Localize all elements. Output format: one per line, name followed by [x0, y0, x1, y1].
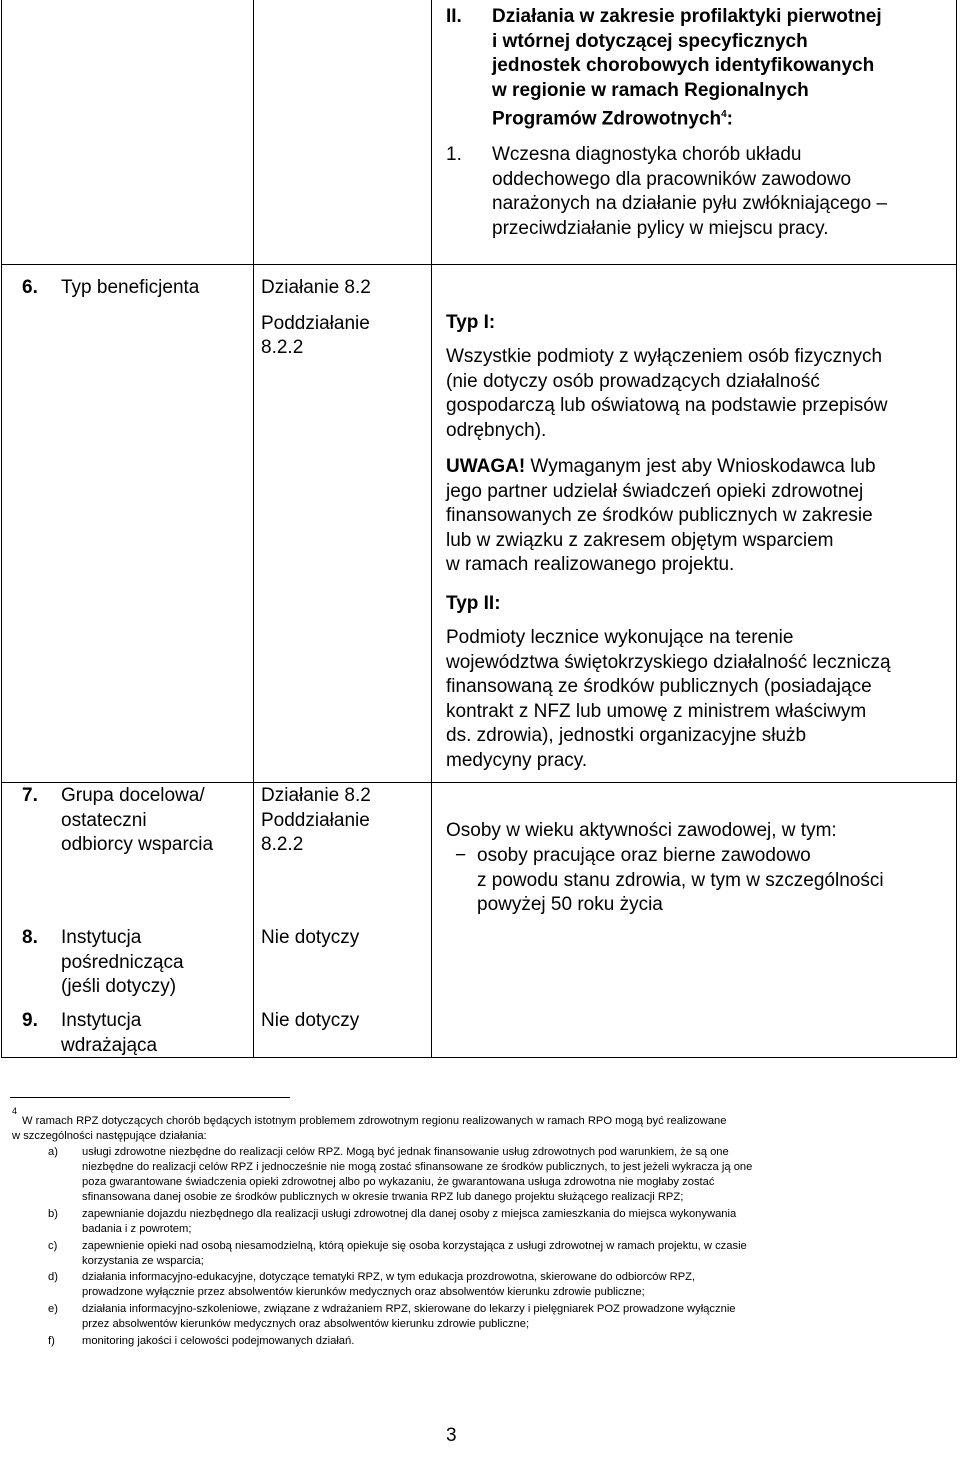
column-divider-1: [253, 0, 254, 1057]
row-divider-7: [1, 782, 957, 783]
bullet-line: powyżej 50 roku życia: [477, 894, 663, 915]
label-line: (jeśli dotyczy): [61, 976, 177, 997]
section-title-line: i wtórnej dotyczącej specyficznych: [492, 30, 808, 52]
item-line: badania i z powrotem;: [82, 1223, 192, 1235]
row-number: 6.: [22, 277, 38, 298]
item-line: zapewnienie opieki nad osobą niesamodzielną, którą opiekuje się osoba korzystająca z usługi zdrowotnej w ramach projektu, w czasie: [82, 1240, 747, 1252]
footnote-intro-line: w szczególności następujące działania:: [12, 1130, 207, 1142]
item-line: sfinansowana danej osobie ze środków publicznych w okresie trwania RPZ lub danego projektu służącego realizacji RPZ;: [82, 1191, 684, 1203]
typ1-line: Wszystkie podmioty z wyłączeniem osób fizycznych: [446, 346, 883, 367]
label-line: odbiorcy wsparcia: [61, 834, 214, 855]
typ2-line: Podmioty lecznice wykonujące na terenie: [446, 627, 794, 648]
item-letter: d): [48, 1271, 58, 1283]
row-label: [61, 1009, 157, 1058]
item-line: zapewnianie dojazdu niezbędnego dla realizacji usługi zdrowotnej dla danej osoby z miejsca zamieszkania do miejsca wykonywania: [82, 1208, 737, 1220]
label-line: pośrednicząca: [61, 951, 184, 973]
typ2-heading: Typ II:: [446, 593, 501, 614]
row-number: 7.: [22, 785, 38, 806]
row-divider-6: [1, 264, 957, 265]
item-line: niezbędne do realizacji celów RPZ i jednocześnie nie mogą zostać sfinansowane ze środków publicznych, to jest jeżeli wykracza ją one: [82, 1161, 753, 1173]
item-letter: c): [48, 1240, 58, 1252]
section-title: [492, 5, 882, 132]
section-title-line: jednostek chorobowych identyfikowanych: [492, 55, 875, 76]
uwaga-line: w ramach realizowanego projektu.: [446, 554, 735, 575]
typ1-line: (nie dotyczy osób prowadzących działalność: [446, 370, 820, 392]
row-number: 9.: [22, 1010, 38, 1031]
typ1-line: odrębnych).: [446, 419, 547, 441]
action-line: Poddziałanie: [261, 809, 370, 831]
row-action: [261, 784, 371, 858]
label-line: wdrażająca: [61, 1034, 158, 1056]
action-line: Działanie 8.2: [261, 785, 371, 806]
page-number: 3: [446, 1425, 457, 1446]
section-title-line: Działania w zakresie profilaktyki pierwotnej: [492, 6, 882, 27]
label-line: Instytucja: [61, 927, 142, 948]
label-line: Instytucja: [61, 1010, 142, 1031]
row-number: 8.: [22, 927, 38, 948]
action-line: 8.2.2: [261, 337, 304, 358]
item-line: przez absolwentów kierunków medycznych oraz absolwentów kierunku zdrowie publiczne;: [82, 1318, 530, 1330]
footnote-intro-line: W ramach RPZ dotyczących chorób będących istotnym problemem zdrowotnym regionu realizowanych w ramach RPO mogą być realizowane: [22, 1115, 727, 1127]
action-line: Poddziałanie: [261, 312, 370, 334]
target-group-intro: Osoby w wieku aktywności zawodowej, w tym:: [446, 820, 837, 841]
item-line: narażonych na działanie pyłu zwłókniającego –: [492, 193, 888, 214]
label-line: Grupa docelowa/: [61, 785, 205, 806]
row-value: Nie dotyczy: [261, 927, 360, 948]
bullet-text: [477, 844, 884, 918]
bullet-dash: −: [455, 845, 467, 866]
item-number: 1.: [446, 144, 462, 165]
row-label: [61, 926, 184, 1000]
item-line: działania informacyjno-edukacyjne, dotyczące tematyki RPZ, w tym edukacja prozdrowotna, skierowane do odbiorców RPZ,: [82, 1271, 696, 1283]
item-line: przeciwdziałanie pylicy w miejscu pracy.: [492, 217, 829, 239]
row-value: Nie dotyczy: [261, 1010, 360, 1031]
typ2-line: kontrakt z NFZ lub umowę z ministrem właściwym: [446, 700, 867, 722]
action-line: 8.2.2: [261, 834, 304, 855]
row-label: Typ beneficjenta: [61, 277, 200, 298]
label-line: ostateczni: [61, 809, 147, 831]
section-title-line: Programów Zdrowotnych$^4$:: [492, 108, 733, 130]
typ2-line: województwa świętokrzyskiego działalność leczniczą: [446, 651, 891, 673]
item-line: korzystania ze wsparcia;: [82, 1255, 204, 1267]
footnote-separator: [10, 1097, 290, 1098]
typ1-heading: Typ I:: [446, 312, 496, 333]
footnote-ref[interactable]: 4: [721, 109, 727, 120]
footnote-mark: 4: [12, 1106, 18, 1116]
item-letter: e): [48, 1303, 58, 1315]
item-line: Wczesna diagnostyka chorób układu: [492, 144, 802, 165]
typ1-text: [446, 345, 887, 443]
column-divider-2: [431, 0, 432, 1057]
table-left-border: [1, 0, 2, 1057]
item-line: poza gwarantowane świadczenia opieki zdrowotnej albo po wykazaniu, że gwarantowana usługa zdrowotna nie mogłaby zostać: [82, 1176, 715, 1188]
section-title-line: w regionie w ramach Regionalnych: [492, 79, 809, 101]
row-action: [261, 276, 371, 361]
bullet-line: osoby pracujące oraz bierne zawodowo: [477, 845, 811, 866]
uwaga-line: jego partner udzielał świadczeń opieki zdrowotnej: [446, 480, 864, 502]
uwaga-line: lub w związku z zakresem objętym wsparciem: [446, 529, 834, 551]
uwaga-line: UWAGA! Wymaganym jest aby Wnioskodawca lub: [446, 456, 876, 477]
item-line: oddechowego dla pracowników zawodowo: [492, 168, 852, 190]
item-letter: a): [48, 1146, 58, 1158]
typ1-line: gospodarczą lub oświatową na podstawie przepisów: [446, 395, 888, 416]
typ2-line: medycyny pracy.: [446, 749, 588, 771]
item-line: monitoring jakości i celowości podejmowanych działań.: [82, 1335, 355, 1347]
item-letter: b): [48, 1208, 58, 1220]
typ2-line: finansowaną ze środków publicznych (posiadające: [446, 676, 872, 697]
item-line: prowadzone wyłącznie przez absolwentów kierunków medycznych oraz absolwentów kierunku zdrowie publiczne;: [82, 1286, 645, 1298]
item-line: działania informacyjno-szkoleniowe, związane z wdrażaniem RPZ, skierowane do lekarzy i pielęgniarek POZ prowadzone wyłącznie: [82, 1303, 736, 1315]
table-right-border: [956, 0, 957, 1057]
uwaga-line: finansowanych ze środków publicznych w zakresie: [446, 505, 873, 526]
typ2-text: [446, 626, 891, 773]
bullet-line: z powodu stanu zdrowia, w tym w szczególności: [477, 869, 884, 891]
uwaga-label: UWAGA!: [446, 456, 526, 477]
footnote-intro: [12, 1114, 726, 1144]
uwaga-text: [446, 455, 876, 578]
section-number: II.: [446, 6, 462, 27]
typ2-line: ds. zdrowia), jednostki organizacyjne służb: [446, 725, 807, 746]
item-letter: f): [48, 1335, 55, 1347]
row-label: [61, 784, 213, 858]
action-line: Działanie 8.2: [261, 277, 371, 298]
item-line: usługi zdrowotne niezbędne do realizacji celów RPZ. Mogą być jednak finansowanie usług zdrowotnych pod warunkiem, że są one: [82, 1146, 729, 1158]
item-text: [492, 143, 887, 241]
